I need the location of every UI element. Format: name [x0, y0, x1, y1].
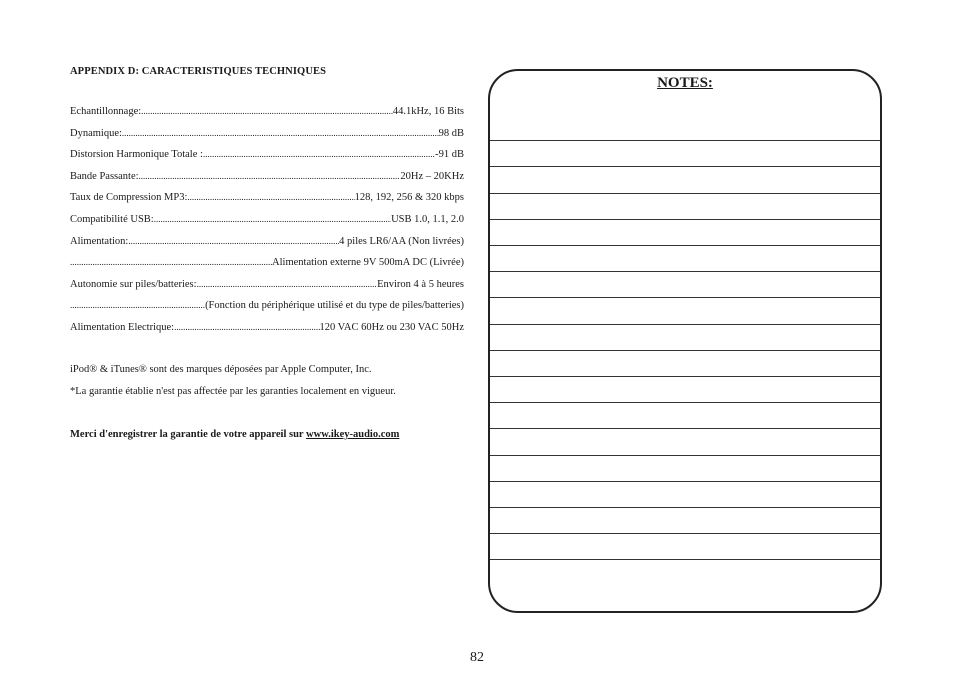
note-line: [490, 428, 880, 429]
notes-title: NOTES:: [657, 75, 713, 91]
dot-leader: [128, 236, 339, 246]
dot-leader: [174, 322, 319, 332]
spec-row-usb: [70, 214, 464, 236]
warranty-note: *La garantie établie n'est pas affectée par les garanties localement en vigueur.: [70, 386, 396, 397]
spec-row-mp3-rate: [70, 192, 464, 214]
note-line: [490, 507, 880, 508]
register-warranty-text: [70, 429, 399, 440]
dot-leader: [203, 149, 435, 159]
spec-row-mains: [70, 322, 464, 344]
spec-value: 98 dB: [438, 127, 464, 139]
spec-label: Taux de Compression MP3:: [70, 192, 188, 204]
note-line: [490, 559, 880, 560]
spec-row-bandwidth: [70, 171, 464, 193]
note-line: [490, 402, 880, 403]
spec-value: 44.1kHz, 16 Bits: [392, 106, 464, 117]
note-line: [490, 271, 880, 272]
note-line: [490, 166, 880, 167]
spec-value: 4 piles LR6/AA (Non livrées): [339, 235, 464, 247]
register-text: Merci d'enregistrer la garantie de votre appareil sur: [70, 429, 307, 440]
page-number: 82: [470, 650, 484, 665]
spec-label: Autonomie sur piles/batteries:: [70, 278, 197, 290]
note-line: [490, 324, 880, 325]
spec-list: [70, 106, 464, 344]
note-line: [490, 455, 880, 456]
dot-leader: [197, 279, 378, 289]
spec-label: Compatibilité USB:: [70, 213, 154, 225]
spec-row-thd: [70, 149, 464, 171]
note-line: [490, 140, 880, 141]
note-line: [490, 533, 880, 534]
spec-label: Alimentation Electrique:: [70, 321, 175, 333]
spec-row-power-external: [70, 257, 464, 279]
dot-leader: [122, 128, 439, 138]
note-line: [490, 376, 880, 377]
spec-label: Alimentation:: [70, 235, 129, 247]
note-line: [490, 350, 880, 351]
spec-label: Distorsion Harmonique Totale :: [70, 149, 203, 161]
spec-label: Echantillonnage:: [70, 106, 142, 117]
notes-box: [488, 69, 882, 613]
spec-value: Environ 4 à 5 heures: [377, 278, 464, 290]
spec-value: USB 1.0, 1.1, 2.0: [391, 213, 464, 225]
trademark-note: iPod® & iTunes® sont des marques déposées par Apple Computer, Inc.: [70, 364, 372, 375]
spec-value: 20Hz – 20KHz: [400, 170, 464, 182]
spec-value: -91 dB: [435, 149, 464, 161]
dot-leader: [141, 106, 393, 116]
note-line: [490, 219, 880, 220]
spec-value: 120 VAC 60Hz ou 230 VAC 50Hz: [319, 321, 464, 333]
note-line: [490, 245, 880, 246]
spec-row-battery-note: [70, 300, 464, 322]
spec-row-dynamic: [70, 128, 464, 150]
dot-leader: [139, 171, 401, 181]
spec-label: Bande Passante:: [70, 170, 139, 182]
dot-leader: [154, 214, 391, 224]
spec-value: 128, 192, 256 & 320 kbps: [354, 192, 464, 204]
spec-value: Alimentation externe 9V 500mA DC (Livrée): [272, 257, 464, 269]
spec-row-battery-life: [70, 279, 464, 301]
spec-row-sampling: [70, 106, 464, 128]
dot-leader: [70, 300, 205, 310]
website-link[interactable]: www.ikey-audio.com: [306, 429, 400, 440]
spec-value: (Fonction du périphérique utilisé et du type de piles/batteries): [205, 300, 464, 312]
dot-leader: [187, 192, 354, 202]
dot-leader: [70, 257, 272, 267]
spec-label: Dynamique:: [70, 127, 122, 139]
note-line: [490, 297, 880, 298]
note-line: [490, 481, 880, 482]
note-line: [490, 193, 880, 194]
appendix-heading: APPENDIX D: CARACTERISTIQUES TECHNIQUES: [70, 66, 327, 77]
spec-row-power: [70, 236, 464, 258]
